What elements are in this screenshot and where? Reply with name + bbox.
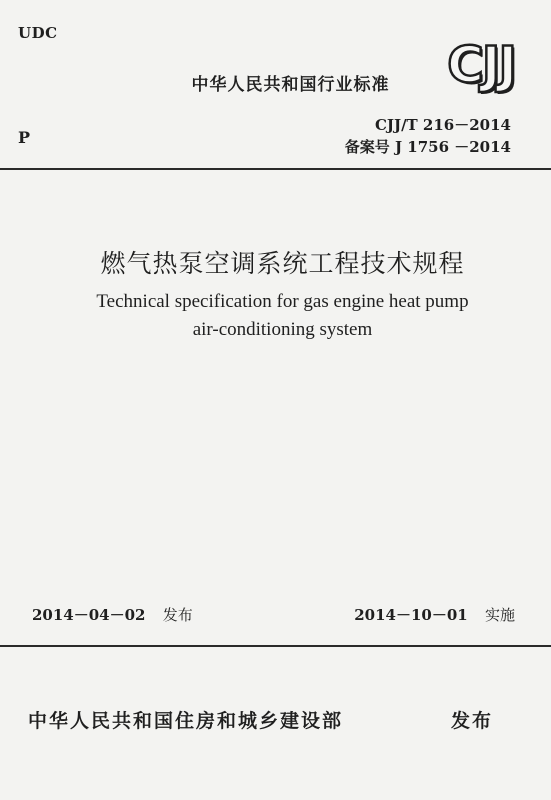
top-divider [0,168,551,170]
publish-date-line [32,604,193,625]
record-number: J 1756 －2014 [394,138,511,156]
implement-label: 实施 [484,606,515,624]
udc-label: UDC [18,24,58,42]
publish-label: 发布 [162,606,193,624]
english-title-line-2: air-conditioning system [192,319,373,340]
record-label: 备案号 [344,138,390,156]
category-code: P [18,128,31,147]
implement-date: 2014－10－01 [354,606,468,624]
standard-code: CJJ/T 216－2014 [374,116,511,134]
issuing-authority: 中华人民共和国住房和城乡建设部 [28,710,344,732]
bottom-divider [0,645,551,647]
implement-date-line [354,604,515,625]
publish-date: 2014－04－02 [32,606,146,624]
record-number-line [345,136,511,157]
document-title-english [0,288,551,344]
issuer-action: 发布 [450,710,493,732]
document-title-chinese: 燃气热泵空调系统工程技术规程 [100,249,465,278]
english-title-line-1: Technical specification for gas engine heat pump [96,291,469,312]
cjj-logo: CJJ [447,36,515,94]
standard-type: 中华人民共和国行业标准 [191,75,390,95]
